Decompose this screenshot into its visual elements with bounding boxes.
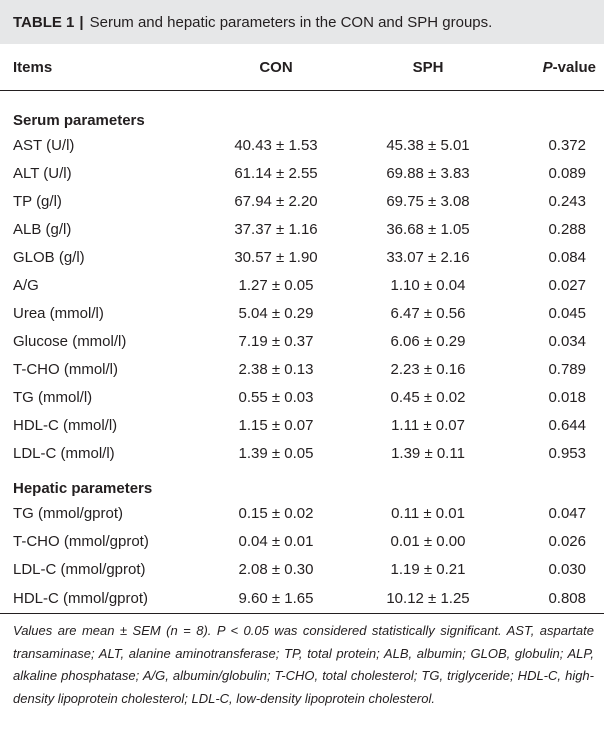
table-row [0,131,604,159]
header-con: CON [200,44,352,91]
table-row [0,527,604,555]
row-sph-value: 1.11 ± 0.07 [391,416,465,434]
row-con-value: 5.04 ± 0.29 [238,304,314,322]
row-sph-value: 0.45 ± 0.02 [390,388,466,406]
row-sph-value: 1.10 ± 0.04 [390,276,466,294]
row-p-value: 0.789 [548,360,586,378]
table-row [0,411,604,439]
row-sph-value: 6.06 ± 0.29 [390,332,466,350]
row-item-label: LDL-C (mmol/gprot) [13,560,146,578]
row-p-value: 0.372 [548,136,586,154]
table-row [0,271,604,299]
table-row [0,159,604,187]
header-items: Items [0,44,200,91]
row-item-label: AST (U/l) [13,136,75,154]
row-item-label: GLOB (g/l) [13,248,85,266]
row-p-value: 0.047 [548,504,586,522]
row-con-value: 1.39 ± 0.05 [238,444,314,462]
table-label: TABLE 1 [13,13,75,31]
row-con-value: 37.37 ± 1.16 [234,220,318,238]
row-p-value: 0.030 [548,560,586,578]
table-header [0,44,604,91]
row-sph-value: 1.39 ± 0.11 [391,444,465,462]
section-title: Hepatic parameters [13,480,153,497]
row-sph-value: 69.88 ± 3.83 [386,164,470,182]
header-p-value [504,44,604,91]
row-item-label: Urea (mmol/l) [13,304,104,322]
row-item-label: TG (mmol/l) [13,388,93,406]
header-row [0,44,604,91]
table-row [0,439,604,467]
caption-text: Serum and hepatic parameters in the CON and SPH groups. [89,13,493,31]
table-footnote: Values are mean ± SEM (n = 8). P < 0.05 was considered statistically significant. AST, aspartate transaminase; ALT, alanine aminotransferase; TP, total protein; ALB, albumin; GLOB, globulin; ALP, alkaline phosphatase; A/G, albumin/globulin; T-CHO, total cholesterol; TG, triglyceride; HDL-C, high-density lipoprotein cholesterol; LDL-C, low-density lipoprotein cholesterol. [13,623,594,706]
row-con-value: 0.55 ± 0.03 [238,388,314,406]
row-sph-value: 1.19 ± 0.21 [390,560,466,578]
row-p-value: 0.045 [548,304,586,322]
row-sph-value: 36.68 ± 1.05 [386,220,470,238]
row-p-value: 0.018 [548,388,586,406]
section-header-row [0,467,604,499]
row-p-value: 0.953 [548,444,586,462]
row-con-value: 0.04 ± 0.01 [238,532,314,550]
row-sph-value: 33.07 ± 2.16 [386,248,470,266]
row-item-label: T-CHO (mmol/l) [13,360,118,378]
row-item-label: HDL-C (mmol/gprot) [0,583,200,614]
table-row [0,327,604,355]
row-item-label: HDL-C (mmol/l) [13,416,118,434]
caption-separator: | [79,13,84,31]
table-caption [0,0,604,44]
row-p-value: 0.644 [548,416,586,434]
row-con-value: 67.94 ± 2.20 [234,192,318,210]
table-row [0,583,604,614]
header-p-suffix: -value [552,58,596,76]
header-p-italic: P [542,58,553,76]
row-item-label: ALB (g/l) [13,220,72,238]
row-con-value: 0.15 ± 0.02 [238,504,314,522]
row-p-value: 0.084 [548,248,586,266]
row-p-value: 0.243 [548,192,586,210]
row-p-value: 0.288 [548,220,586,238]
table-row [0,355,604,383]
row-con-value: 2.08 ± 0.30 [238,560,314,578]
row-con-value: 61.14 ± 2.55 [234,164,318,182]
row-p-value: 0.808 [504,583,604,614]
row-p-value: 0.027 [548,276,586,294]
row-p-value: 0.089 [548,164,586,182]
table-row [0,555,604,583]
row-con-value: 1.27 ± 0.05 [238,276,314,294]
row-item-label: LDL-C (mmol/l) [13,444,115,462]
table-row [0,383,604,411]
row-sph-value: 0.01 ± 0.00 [390,532,466,550]
header-sph: SPH [352,44,504,91]
row-sph-value: 6.47 ± 0.56 [390,304,466,322]
row-sph-value: 69.75 ± 3.08 [386,192,470,210]
row-item-label: ALT (U/l) [13,164,72,182]
row-sph-value: 2.23 ± 0.16 [390,360,466,378]
row-sph-value: 0.11 ± 0.01 [391,504,465,522]
row-con-value: 2.38 ± 0.13 [238,360,314,378]
table-row [0,243,604,271]
section-header-row [0,91,604,132]
row-con-value: 30.57 ± 1.90 [234,248,318,266]
row-item-label: TG (mmol/gprot) [13,504,124,522]
row-con-value: 1.15 ± 0.07 [238,416,314,434]
row-p-value: 0.026 [548,532,586,550]
section-title: Serum parameters [13,112,145,129]
row-item-label: Glucose (mmol/l) [13,332,127,350]
row-con-value: 9.60 ± 1.65 [200,583,352,614]
data-table [0,44,604,614]
table-row [0,299,604,327]
table-row [0,215,604,243]
row-item-label: A/G [13,276,39,294]
row-sph-value: 10.12 ± 1.25 [352,583,504,614]
table-body [0,91,604,614]
table-row [0,499,604,527]
table-row [0,187,604,215]
row-p-value: 0.034 [548,332,586,350]
row-con-value: 40.43 ± 1.53 [234,136,318,154]
row-sph-value: 45.38 ± 5.01 [386,136,470,154]
row-con-value: 7.19 ± 0.37 [238,332,314,350]
row-item-label: TP (g/l) [13,192,62,210]
row-item-label: T-CHO (mmol/gprot) [13,532,149,550]
